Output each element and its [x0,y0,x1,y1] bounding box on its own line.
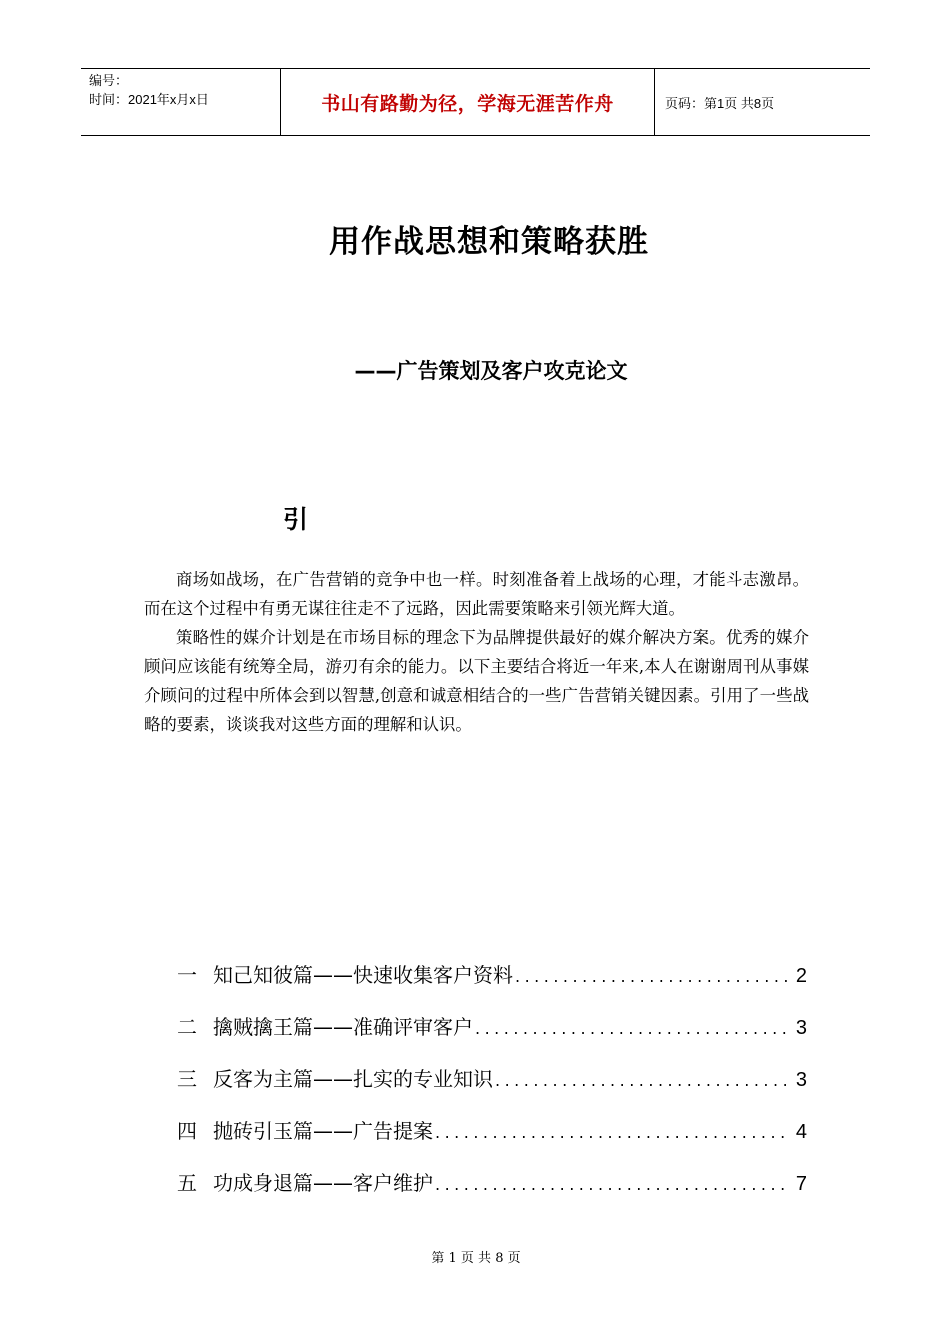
toc-entry[interactable] [177,1062,807,1114]
toc-entry-page: 7 [795,1173,807,1195]
intro-body [144,565,809,739]
intro-paragraph: 策略性的媒介计划是在市场目标的理念下为品牌提供最好的媒介解决方案。优秀的媒介顾问应该能有统筹全局，游刃有余的能力。以下主要结合将近一年来,本人在谢谢周刊从事媒介顾问的过程中所体会到以智慧,创意和诚意相结合的一些广告营销关键因素。引用了一些战略的要素，谈谈我对这些方面的理解和认识。 [144,628,809,734]
header-meta-cell [81,69,281,135]
toc-entry-title: 抛砖引玉篇——广告提案 [213,1119,433,1143]
toc-entry-page: 3 [795,1069,807,1091]
toc-entry[interactable] [177,958,807,1010]
header-number-label: 编号： [89,73,129,88]
toc-entry-page: 4 [795,1121,807,1143]
intro-paragraph: 商场如战场，在广告营销的竞争中也一样。时刻准备着上战场的心理，才能斗志激昂。而在这个过程中有勇无谋往往走不了远路，因此需要策略来引领光辉大道。 [144,570,809,618]
toc-entry-title: 反客为主篇——扎实的专业知识 [213,1067,493,1091]
table-of-contents [177,958,807,1218]
document-subtitle: ——广告策划及客户攻克论文 [354,359,628,383]
toc-entry-number: 一 [177,963,197,987]
section-heading-intro: 引 [283,505,309,534]
toc-entry-title: 功成身退篇——客户维护 [213,1171,433,1195]
page-footer: 第 1 页 共 8 页 [431,1251,521,1266]
header-motto: 书山有路勤为径，学海无涯苦作舟 [281,69,655,135]
header-date: 时间：2021年x月x日 [89,92,209,107]
document-title: 用作战思想和策略获胜 [329,224,649,260]
toc-dot-leader [435,1116,791,1150]
header-page-info: 页码：第1页 共8页 [665,95,775,111]
toc-entry[interactable] [177,1114,807,1166]
toc-entry-number: 五 [177,1171,197,1195]
toc-entry-number: 三 [177,1067,197,1091]
toc-entry-number: 四 [177,1119,197,1143]
toc-dot-leader [475,1012,791,1046]
page-header [81,68,870,136]
toc-entry-title: 知己知彼篇——快速收集客户资料 [213,963,513,987]
toc-entry-title: 擒贼擒王篇——准确评审客户 [213,1015,473,1039]
toc-dot-leader [495,1064,791,1098]
toc-dot-leader [435,1168,791,1202]
toc-entry-number: 二 [177,1015,197,1039]
toc-dot-leader [515,960,791,994]
toc-entry[interactable] [177,1010,807,1062]
toc-entry-page: 2 [795,965,807,987]
toc-entry[interactable] [177,1166,807,1218]
toc-entry-page: 3 [795,1017,807,1039]
